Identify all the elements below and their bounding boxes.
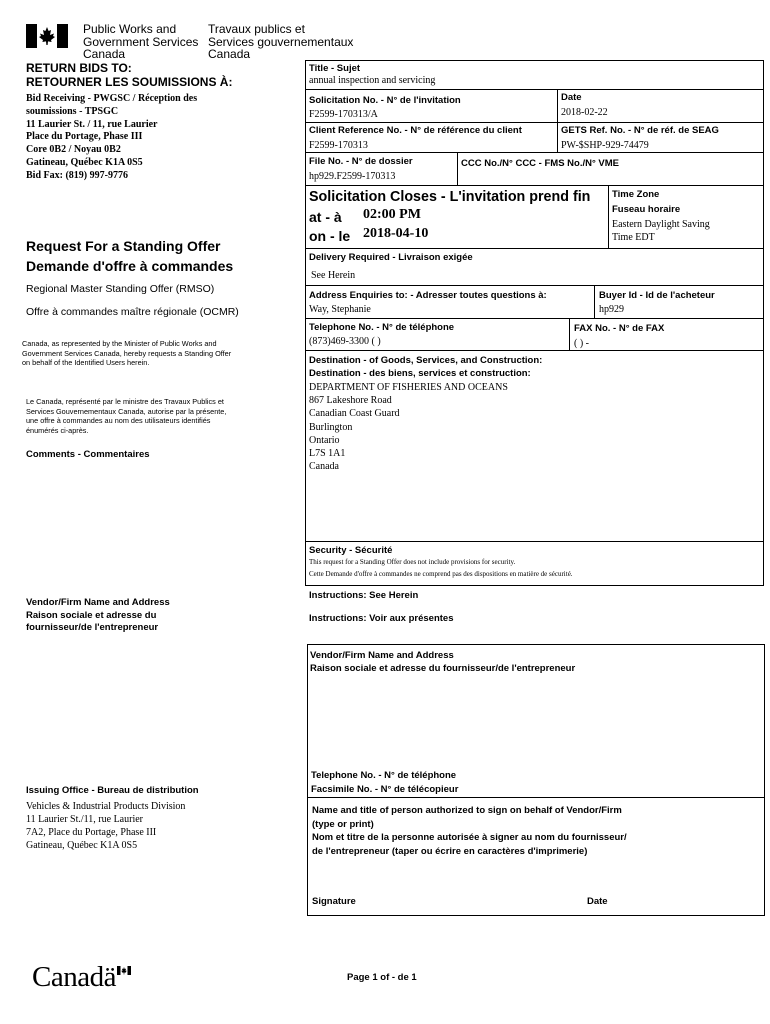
time-zone-value: Eastern Daylight Saving Time EDT [612, 219, 710, 243]
closes-on-label: on - le [309, 228, 351, 244]
return-bids-title: RETURN BIDS TO: RETOURNER LES SOUMISSIONS À: [26, 61, 233, 89]
address-enquiries-label: Address Enquiries to: - Adresser toutes questions à: [309, 290, 547, 301]
closes-at-label: at - à [309, 209, 342, 225]
delivery-required-label: Delivery Required - Livraison exigée [309, 252, 473, 263]
closes-time-value: 02:00 PM [363, 207, 421, 222]
vendor-telephone-label: Telephone No. - N° de téléphone [311, 770, 457, 781]
fax-label: FAX No. - N° de FAX [574, 323, 665, 334]
security-text-en: This request for a Standing Offer does not include provisions for security. [309, 558, 516, 566]
department-name-fr: Travaux publics et Services gouvernementaux Canada [208, 22, 354, 61]
signature-label: Signature [312, 896, 356, 907]
page-number: Page 1 of - de 1 [347, 972, 417, 983]
delivery-required-value: See Herein [311, 270, 356, 281]
rmso-fr: Offre à commandes maître régionale (OCMR) [26, 306, 239, 318]
gets-ref-value: PW-$SHP-929-74479 [561, 140, 649, 151]
buyer-id-value: hp929 [599, 304, 624, 315]
comments-label: Comments - Commentaires [26, 449, 150, 460]
request-paragraph-en: Canada, as represented by the Minister of Public Works and Government Services Canada, hereby requests a Standing Offer on behalf of the Identified Users herein. [22, 339, 232, 367]
vendor-label-en: Vendor/Firm Name and Address [310, 650, 454, 661]
ccc-no-label: CCC No./N° CCC - FMS No./N° VME [461, 158, 620, 169]
fax-value: ( ) - [574, 338, 589, 349]
address-enquiries-value: Way, Stephanie [309, 304, 371, 315]
time-zone-label-fr: Fuseau horaire [612, 204, 681, 215]
department-name-en: Public Works and Government Services Canada [83, 22, 199, 61]
time-zone-label-en: Time Zone [612, 189, 660, 200]
solicitation-closes-label: Solicitation Closes - L'invitation prend fin [309, 189, 591, 205]
request-paragraph-fr: Le Canada, représenté par le ministre des Travaux Publics et Services Gouvernementaux Canada, autorise par la présente, une offre à commandes au nom des utilisateurs identifiés énumérés ci-après. [26, 397, 227, 435]
security-label: Security - Sécurité [309, 545, 393, 556]
title-value: annual inspection and servicing [309, 75, 436, 86]
destination-label-fr: Destination - des biens, services et construction: [309, 368, 531, 379]
canada-flag-symbol [26, 24, 68, 48]
destination-address: DEPARTMENT OF FISHERIES AND OCEANS 867 Lakeshore Road Canadian Coast Guard Burlington Ontario L7S 1A1 Canada [309, 382, 508, 473]
instructions-fr: Instructions: Voir aux présentes [309, 613, 454, 624]
file-no-label: File No. - N° de dossier [309, 156, 413, 167]
date-label: Date [561, 92, 582, 103]
solicitation-no-value: F2599-170313/A [309, 109, 378, 120]
file-no-value: hp929.F2599-170313 [309, 171, 396, 182]
buyer-id-label: Buyer Id - Id de l'acheteur [599, 290, 715, 301]
vendor-facsimile-label: Facsimile No. - N° de télécopieur [311, 784, 459, 795]
closes-date-value: 2018-04-10 [363, 226, 429, 241]
client-ref-label: Client Reference No. - N° de référence du client [309, 125, 522, 136]
issuing-office-label: Issuing Office - Bureau de distribution [26, 785, 199, 796]
gets-ref-label: GETS Ref. No. - N° de réf. de SEAG [561, 125, 719, 136]
security-text-fr: Cette Demande d'offre à commandes ne comprend pas des dispositions en matière de sécurité. [309, 570, 573, 578]
telephone-value: (873)469-3300 ( ) [309, 336, 381, 347]
authorized-person-label: Name and title of person authorized to sign on behalf of Vendor/Firm (type or print) Nom et titre de la personne autorisée à signer au nom du fournisseur/ de l'entrepreneur (taper ou écrire en caractères d'imprimerie) [312, 805, 627, 857]
document-title: Request For a Standing Offer Demande d'offre à commandes [26, 238, 234, 274]
instructions-en: Instructions: See Herein [309, 590, 419, 601]
issuing-office-address: Vehicles & Industrial Products Division 11 Laurier St./11, rue Laurier 7A2, Place du Portage, Phase III Gatineau, Québec K1A 0S5 [26, 801, 186, 851]
rmso-en: Regional Master Standing Offer (RMSO) [26, 283, 215, 295]
client-ref-value: F2599-170313 [309, 140, 368, 151]
wordmark-flag-icon [117, 962, 131, 971]
destination-label-en: Destination - of Goods, Services, and Construction: [309, 355, 543, 366]
vendor-label-left: Vendor/Firm Name and Address Raison sociale et adresse du fournisseur/de l'entrepreneur [26, 597, 170, 633]
solicitation-no-label: Solicitation No. - N° de l'invitation [309, 95, 461, 106]
signature-date-label: Date [587, 896, 608, 907]
title-label: Title - Sujet [309, 63, 361, 74]
canada-wordmark: Canadä [32, 961, 116, 993]
return-bids-address: Bid Receiving - PWGSC / Réception des soumissions - TPSGC 11 Laurier St. / 11, rue Laurier Place du Portage, Phase III Core 0B2 / Noyau 0B2 Gatineau, Québec K1A 0S5 Bid Fax: (819) 997-9776 [26, 93, 198, 181]
telephone-label: Telephone No. - N° de téléphone [309, 322, 455, 333]
vendor-label-fr: Raison sociale et adresse du fournisseur/de l'entrepreneur [310, 663, 576, 674]
date-value: 2018-02-22 [561, 107, 608, 118]
